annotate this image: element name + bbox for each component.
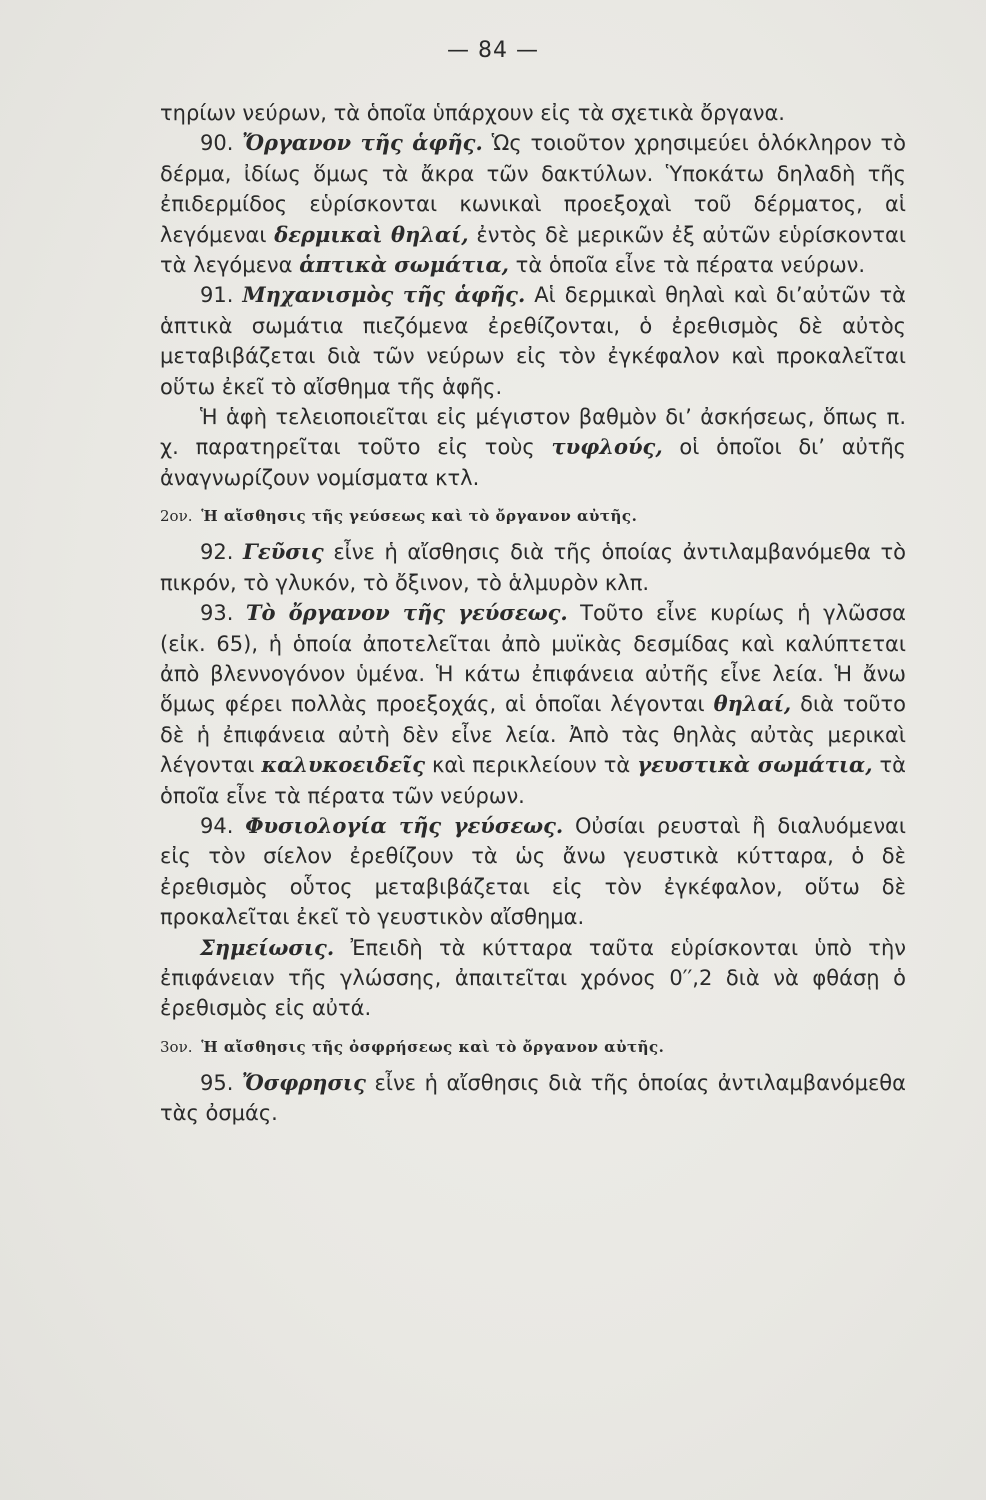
paragraph-93-number: 93. bbox=[200, 601, 246, 626]
paragraph-91b-text-2: οἱ ὁποῖοι δι’ αὐτῆς ἀναγνωρίζουν νομίσματα κτλ. bbox=[160, 435, 906, 490]
paragraph-95-heading: Ὄσφρησις bbox=[242, 1069, 366, 1095]
note-heading: Σημείωσις. bbox=[200, 934, 335, 960]
paragraph-94-text: Οὐσίαι ρευσταὶ ἢ διαλυόμεναι εἰς τὸν σίελον ἐρεθίζουν τὰ ὡς ἄνω γευστικὰ κύτταρα, ὁ δὲ ἐρεθισμὸς οὗτος μεταβιβάζεται εἰς τὸν ἐγκέφαλον, οὕτω δὲ προκαλεῖται ἐκεῖ τὸ γευστικὸν αἴσθημα. bbox=[160, 813, 907, 930]
paragraph-91-number: 91. bbox=[200, 283, 243, 308]
term-blind: τυφλούς, bbox=[551, 434, 663, 460]
paragraph-94 bbox=[160, 811, 906, 933]
paragraph-90-text-2: ἐντὸς δὲ μερικῶν ἐξ αὐτῶν εὑρίσκονται τὰ λεγόμενα bbox=[160, 222, 906, 278]
section-2-label: Ἡ αἴσθησις τῆς γεύσεως καὶ τὸ ὄργανον αὐτῆς. bbox=[201, 507, 638, 526]
paragraph-94-number: 94. bbox=[200, 813, 246, 838]
term-tactile-corpuscles: ἁπτικὰ σωμάτια, bbox=[299, 252, 509, 278]
section-3-label: Ἡ αἴσθησις τῆς ὀσφρήσεως καὶ τὸ ὄργανον αὐτῆς. bbox=[201, 1037, 665, 1056]
paragraph-90-text-3: τὰ ὁποῖα εἶνε τὰ πέρατα νεύρων. bbox=[509, 253, 866, 278]
paragraph-90-text-1: Ὡς τοιοῦτον χρησιμεύει ὁλόκληρον τὸ δέρμα, ἰδίως ὅμως τὰ ἄκρα τῶν δακτύλων. Ὑποκάτω δηλαδὴ τῆς ἐπιδερμίδος εὑρίσκονται κωνικαὶ προεξοχαὶ τοῦ δέρματος, αἱ λεγόμεναι bbox=[160, 131, 907, 247]
paragraph-91b-text-1: Ἡ ἁφὴ τελειοποιεῖται εἰς μέγιστον βαθμὸν δι’ ἀσκήσεως, ὅπως π. χ. παρατηρεῖται τοῦτο εἰς τοὺς bbox=[160, 405, 906, 460]
term-dermal-papillae: δερμικαὶ θηλαί, bbox=[274, 221, 469, 247]
paragraph-93-text-4: τὰ ὁποῖα εἶνε τὰ πέρατα τῶν νεύρων. bbox=[160, 753, 907, 808]
paragraph-92 bbox=[160, 537, 906, 598]
term-calyciform: καλυκοειδεῖς bbox=[261, 752, 425, 778]
section-3-title bbox=[160, 1036, 906, 1058]
section-2-number: 2ον. bbox=[160, 507, 193, 526]
paragraph-90-number: 90. bbox=[200, 131, 243, 156]
paragraph-91-heading: Μηχανισμὸς τῆς ἁφῆς. bbox=[242, 282, 526, 308]
note-text: Ἐπειδὴ τὰ κύτταρα ταῦτα εὑρίσκονται ὑπὸ τὴν ἐπιφάνειαν τῆς γλώσσης, ἀπαιτεῖται χρόνος 0′′,2 διὰ νὰ φθάσῃ ὁ ἐρεθισμὸς εἰς αὐτά. bbox=[160, 935, 906, 1021]
paragraph-92-text: εἶνε ἡ αἴσθησις διὰ τῆς ὁποίας ἀντιλαμβανόμεθα τὸ πικρόν, τὸ γλυκόν, τὸ ὄξινον, τὸ ἁλμυρὸν κλπ. bbox=[160, 540, 906, 595]
paragraph-91b bbox=[160, 402, 906, 493]
term-papillae: θηλαί, bbox=[713, 691, 792, 717]
paragraph-93 bbox=[160, 598, 906, 811]
paragraph-94-heading: Φυσιολογία τῆς γεύσεως. bbox=[245, 812, 564, 838]
paragraph-95-number: 95. bbox=[200, 1070, 242, 1095]
paragraph-intro bbox=[160, 98, 906, 128]
paragraph-93-text-2: διὰ τοῦτο δὲ ἡ ἐπιφάνεια αὐτὴ δὲν εἶνε λεία. Ἀπὸ τὰς θηλὰς αὐτὰς μερικαὶ λέγονται bbox=[160, 692, 907, 778]
page-body bbox=[160, 98, 906, 1129]
term-taste-corpuscles: γευστικὰ σωμάτια, bbox=[637, 752, 873, 778]
section-2-title bbox=[160, 505, 906, 527]
paragraph-93-text-3: καὶ περικλείουν τὰ bbox=[424, 753, 638, 778]
paragraph-93-text-1: Τοῦτο εἶνε κυρίως ἡ γλῶσσα (εἰκ. 65), ἡ ὁποία ἀποτελεῖται ἀπὸ μυϊκὰς δεσμίδας καὶ καλύπτεται ἀπὸ βλεννογόνον ὑμένα. Ἡ κάτω ἐπιφάνεια αὐτῆς εἶνε λεία. Ἡ ἄνω ὅμως φέρει πολλὰς προεξοχάς, αἱ ὁποῖαι λέγονται bbox=[160, 601, 906, 717]
paragraph-note bbox=[160, 933, 906, 1024]
page-number: — 84 — bbox=[447, 38, 539, 63]
intro-text: τηρίων νεύρων, τὰ ὁποῖα ὑπάρχουν εἰς τὰ σχετικὰ ὄργανα. bbox=[160, 101, 785, 125]
paragraph-95 bbox=[160, 1068, 906, 1129]
paragraph-95-text: εἶνε ἡ αἴσθησις διὰ τῆς ὁποίας ἀντιλαμβανόμεθα τὰς ὀσμάς. bbox=[160, 1070, 906, 1126]
paragraph-93-heading: Τὸ ὄργανον τῆς γεύσεως. bbox=[245, 600, 568, 626]
paragraph-92-number: 92. bbox=[200, 540, 244, 565]
section-3-number: 3ον. bbox=[160, 1037, 193, 1056]
paragraph-90-heading: Ὄργανον τῆς ἁφῆς. bbox=[242, 130, 483, 156]
paragraph-91 bbox=[160, 280, 906, 402]
paragraph-90 bbox=[160, 128, 906, 280]
paragraph-92-heading: Γεῦσις bbox=[243, 539, 324, 565]
paragraph-91-text: Αἱ δερμικαὶ θηλαὶ καὶ δι’αὐτῶν τὰ ἁπτικὰ σωμάτια πιεζόμενα ἐρεθίζονται, ὁ ἐρεθισμὸς δὲ αὐτὸς μεταβιβάζεται διὰ τῶν νεύρων εἰς τὸν ἐγκέφαλον καὶ προκαλεῖται οὕτω ἐκεῖ τὸ αἴσθημα τῆς ἁφῆς. bbox=[160, 283, 906, 399]
